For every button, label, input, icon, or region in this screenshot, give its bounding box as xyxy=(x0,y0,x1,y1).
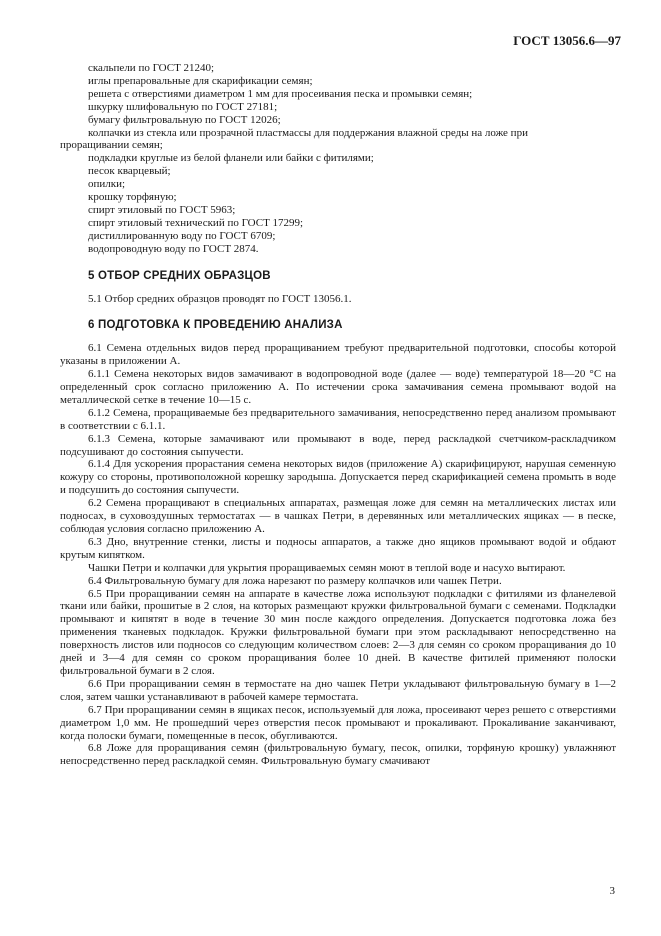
list-item: дистиллированную воду по ГОСТ 6709; xyxy=(88,229,276,242)
section-6-body xyxy=(60,342,616,768)
page-content xyxy=(60,62,616,768)
section-5-heading: 5 ОТБОР СРЕДНИХ ОБРАЗЦОВ xyxy=(88,269,271,282)
list-item-continuation: проращивании семян; xyxy=(60,139,163,152)
list-item: песок кварцевый; xyxy=(88,165,171,178)
paragraph: 6.1.1 Семена некоторых видов замачивают в водопроводной воде (далее — воде) температурой 18—20 °С на определенный срок согласно приложению А. По истечении срока замачивания семена промывают водой на металлической сетке в течение 10—15 с. xyxy=(60,368,616,406)
list-item: подкладки круглые из белой фланели или байки с фитилями; xyxy=(88,152,374,165)
paragraph: 6.8 Ложе для проращивания семян (фильтровальную бумагу, песок, опилки, торфяную крошку) увлажняют непосредственно перед раскладкой семян. Фильтровальную бумагу смачивают xyxy=(60,742,616,768)
list-item: шкурку шлифовальную по ГОСТ 27181; xyxy=(88,100,278,113)
paragraph: 6.2 Семена проращивают в специальных аппаратах, размещая ложе для семян на металлических листах или подносах, в суховоздушных термостатах — в чашках Петри, в деревянных или металлических ящиках — в песке, соблюдая условия согласно приложению А. xyxy=(60,497,616,535)
paragraph: 6.1.4 Для ускорения прорастания семена некоторых видов (приложение А) скарифицируют, нарушая семенную кожуру со стороны, противоположной корешку зародыша. Допускается перед скарификацией семена промыть в воде и подсушить до состояния сыпучести. xyxy=(60,458,616,497)
section-6-heading: 6 ПОДГОТОВКА К ПРОВЕДЕНИЮ АНАЛИЗА xyxy=(88,319,343,332)
list-item: крошку торфяную; xyxy=(88,191,177,204)
paragraph: 6.1.2 Семена, проращиваемые без предварительного замачивания, непосредственно перед анализом промывают в соответствии с 6.1.1. xyxy=(60,406,616,432)
paragraph: 6.3 Дно, внутренние стенки, листы и подносы аппаратов, а также дно ящиков промывают водой и обдают крутым кипятком. xyxy=(60,535,616,561)
document-code-header: ГОСТ 13056.6—97 xyxy=(513,33,621,48)
paragraph: 6.6 При проращивании семян в термостате на дно чашек Петри укладывают фильтровальную бумагу в 1—2 слоя, затем чашки устанавливают в рабочей камере термостата. xyxy=(60,677,616,703)
list-item: спирт этиловый по ГОСТ 5963; xyxy=(88,203,236,216)
list-item: колпачки из стекла или прозрачной пластмассы для поддержания влажной среды на ложе при xyxy=(88,126,528,139)
list-item: иглы препаровальные для скарификации семян; xyxy=(88,74,313,87)
list-item: решета с отверстиями диаметром 1 мм для просеивания песка и промывки семян; xyxy=(88,87,473,100)
list-item: бумагу фильтровальную по ГОСТ 12026; xyxy=(88,113,281,126)
paragraph: 6.7 При проращивании семян в ящиках песок, используемый для ложа, просеивают через решето с отверстиями диаметром 1,0 мм. Не прошедший через отверстия песок промывают и прокаливают. Прокаливание заканчивают, когда полоски бумаги, помещенные в песок, обугливаются. xyxy=(60,703,616,742)
list-item: водопроводную воду по ГОСТ 2874. xyxy=(88,242,259,255)
list-item: скальпели по ГОСТ 21240; xyxy=(88,62,215,74)
paragraph: 6.1.3 Семена, которые замачивают или промывают в воде, перед раскладкой счетчиком-раскладчиком подсушивают до состояния сыпучести. xyxy=(60,432,616,458)
list-item: опилки; xyxy=(88,178,126,191)
paragraph: 6.5 При проращивании семян на аппарате в качестве ложа используют подкладки с фитилями из фланелевой ткани или байки, прошитые в 2 слоя, на которых размещают кружки фильтровальной бумаги с семенами. Подкладки промывают и кипятят в воде в течение 30 мин после каждого определения. Допускается подготовка ложа без применения тканевых подкладок. Кружки фильтровальной бумаги при этом раскладывают непосредственно на поверхность листов или подносов со следующим количеством слоев: 2—3 для семян со сроком проращивания до 10 дней и 3—4 для семян со сроком проращивания более 10 дней. В качестве фитилей применяют полоски фильтровальной бумаги в 2 слоя. xyxy=(60,587,616,677)
paragraph: Чашки Петри и колпачки для укрытия проращиваемых семян моют в теплой воде и насухо вытирают. xyxy=(88,561,566,574)
list-item: спирт этиловый технический по ГОСТ 17299; xyxy=(88,216,304,229)
paragraph: 6.1 Семена отдельных видов перед проращиванием требуют предварительной подготовки, способы которой указаны в приложении А. xyxy=(60,342,616,368)
paragraph-5-1: 5.1 Отбор средних образцов проводят по ГОСТ 13056.1. xyxy=(88,292,352,305)
page-number: 3 xyxy=(609,885,615,897)
paragraph: 6.4 Фильтровальную бумагу для ложа нарезают по размеру колпачков или чашек Петри. xyxy=(88,574,502,587)
